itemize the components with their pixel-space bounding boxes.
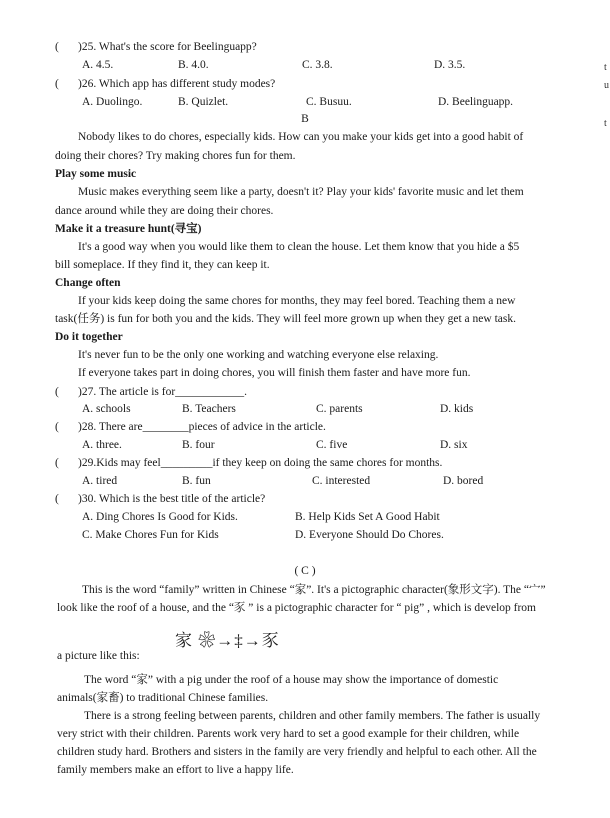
passage-b-intro-line-1: Nobody likes to do chores, especially kids. How can you make your kids get into a good habit of (78, 131, 524, 143)
passage-c-label: ( C ) (294, 565, 316, 577)
q27-option-b: B. Teachers (182, 403, 236, 415)
q25-option-a: A. 4.5. (82, 59, 114, 71)
q26-answer-paren: ( (55, 78, 59, 90)
q29-option-a: A. tired (82, 475, 118, 487)
q25-answer-paren: ( (55, 41, 59, 53)
passage-b-label: B (301, 113, 309, 125)
q30-answer-paren: ( (55, 493, 59, 505)
edge-mark-3: t (604, 118, 607, 129)
heading-change-often: Change often (55, 277, 121, 289)
heading-play-some-music: Play some music (55, 168, 137, 180)
q26-option-d: D. Beelinguapp. (438, 96, 514, 108)
passage-c-p2-line-3: children study hard. Brothers and sisters in the family are very friendly and helpful to each other. All the (57, 746, 537, 758)
q30-option-c: C. Make Chores Fun for Kids (82, 529, 219, 541)
q28-option-d: D. six (440, 439, 468, 451)
q27-option-d: D. kids (440, 403, 474, 415)
q25-option-b: B. 4.0. (178, 59, 209, 71)
q27-answer-paren: ( (55, 386, 59, 398)
q26-option-c: C. Busuu. (306, 96, 352, 108)
p4-line-1: It's never fun to be the only one working and watching everyone else relaxing. (78, 349, 439, 361)
q29-answer-paren: ( (55, 457, 59, 469)
q25-option-c: C. 3.8. (302, 59, 333, 71)
p3-line-1: If your kids keep doing the same chores for months, they may feel bored. Teaching them a new (78, 295, 516, 307)
q26-option-a: A. Duolingo. (82, 96, 143, 108)
p2-line-2: bill someplace. If they find it, they can keep it. (55, 259, 270, 271)
p4-line-2: If everyone takes part in doing chores, you will finish them faster and have more fun. (78, 367, 471, 379)
q27-option-a: A. schools (82, 403, 131, 415)
q29-stem: )29.Kids may feel_________if they keep on doing the same chores for months. (78, 457, 443, 469)
heading-treasure-hunt: Make it a treasure hunt(寻宝) (55, 223, 202, 235)
passage-c-line-2: look like the roof of a house, and the “豕 ” is a pictographic character for “ pig” , which is develop from (57, 602, 536, 614)
q26-option-b: B. Quizlet. (178, 96, 229, 108)
q28-option-b: B. four (182, 439, 215, 451)
passage-c-line-1: This is the word “family” written in Chinese “家”. It's a pictographic character(象形文字). The “宀” (82, 584, 546, 596)
passage-b-intro-line-2: doing their chores? Try making chores fun for them. (55, 150, 296, 162)
passage-c-p1-line-2: animals(家畜) to traditional Chinese families. (57, 692, 269, 704)
p1-line-1: Music makes everything seem like a party, doesn't it? Play your kids' favorite music and let them (78, 186, 524, 198)
q30-option-d: D. Everyone Should Do Chores. (295, 529, 444, 541)
passage-c-p2-line-1: There is a strong feeling between parents, children and other family members. The father is usually (84, 710, 541, 722)
passage-c-p2-line-2: very strict with their children. Parents work very hard to set a good example for their children, while (57, 728, 520, 740)
q30-option-b: B. Help Kids Set A Good Habit (295, 511, 440, 523)
q29-option-c: C. interested (312, 475, 371, 487)
p1-line-2: dance around while they are doing their chores. (55, 205, 274, 217)
p2-line-1: It's a good way when you would like them to clean the house. Let them know that you hide a $5 (78, 241, 520, 253)
q25-option-d: D. 3.5. (434, 59, 466, 71)
q29-option-d: D. bored (443, 475, 484, 487)
q27-stem: )27. The article is for____________. (78, 386, 248, 398)
edge-mark-1: t (604, 62, 607, 73)
q28-stem: )28. There are________pieces of advice in the article. (78, 421, 326, 433)
edge-mark-2: u (604, 80, 609, 91)
heading-do-it-together: Do it together (55, 331, 123, 343)
q29-option-b: B. fun (182, 475, 211, 487)
passage-c-p1-line-1: The word “家” with a pig under the roof of a house may show the importance of domestic (84, 674, 499, 686)
q28-option-a: A. three. (82, 439, 122, 451)
q27-option-c: C. parents (316, 403, 363, 415)
q30-stem: )30. Which is the best title of the article? (78, 493, 266, 505)
q28-option-c: C. five (316, 439, 348, 451)
q30-option-a: A. Ding Chores Is Good for Kids. (82, 511, 238, 523)
q28-answer-paren: ( (55, 421, 59, 433)
pictograph-evolution-figure: 家 ❀→‡→豕 (175, 631, 280, 650)
passage-c-p2-line-4: family members make an effort to live a happy life. (57, 764, 294, 776)
q26-stem: )26. Which app has different study modes? (78, 78, 276, 90)
passage-c-line-3: a picture like this: (57, 650, 140, 662)
p3-line-2: task(任务) is fun for both you and the kids. They will feel more grown up when they get a new task. (55, 313, 516, 325)
q25-stem: )25. What's the score for Beelinguapp? (78, 41, 257, 53)
